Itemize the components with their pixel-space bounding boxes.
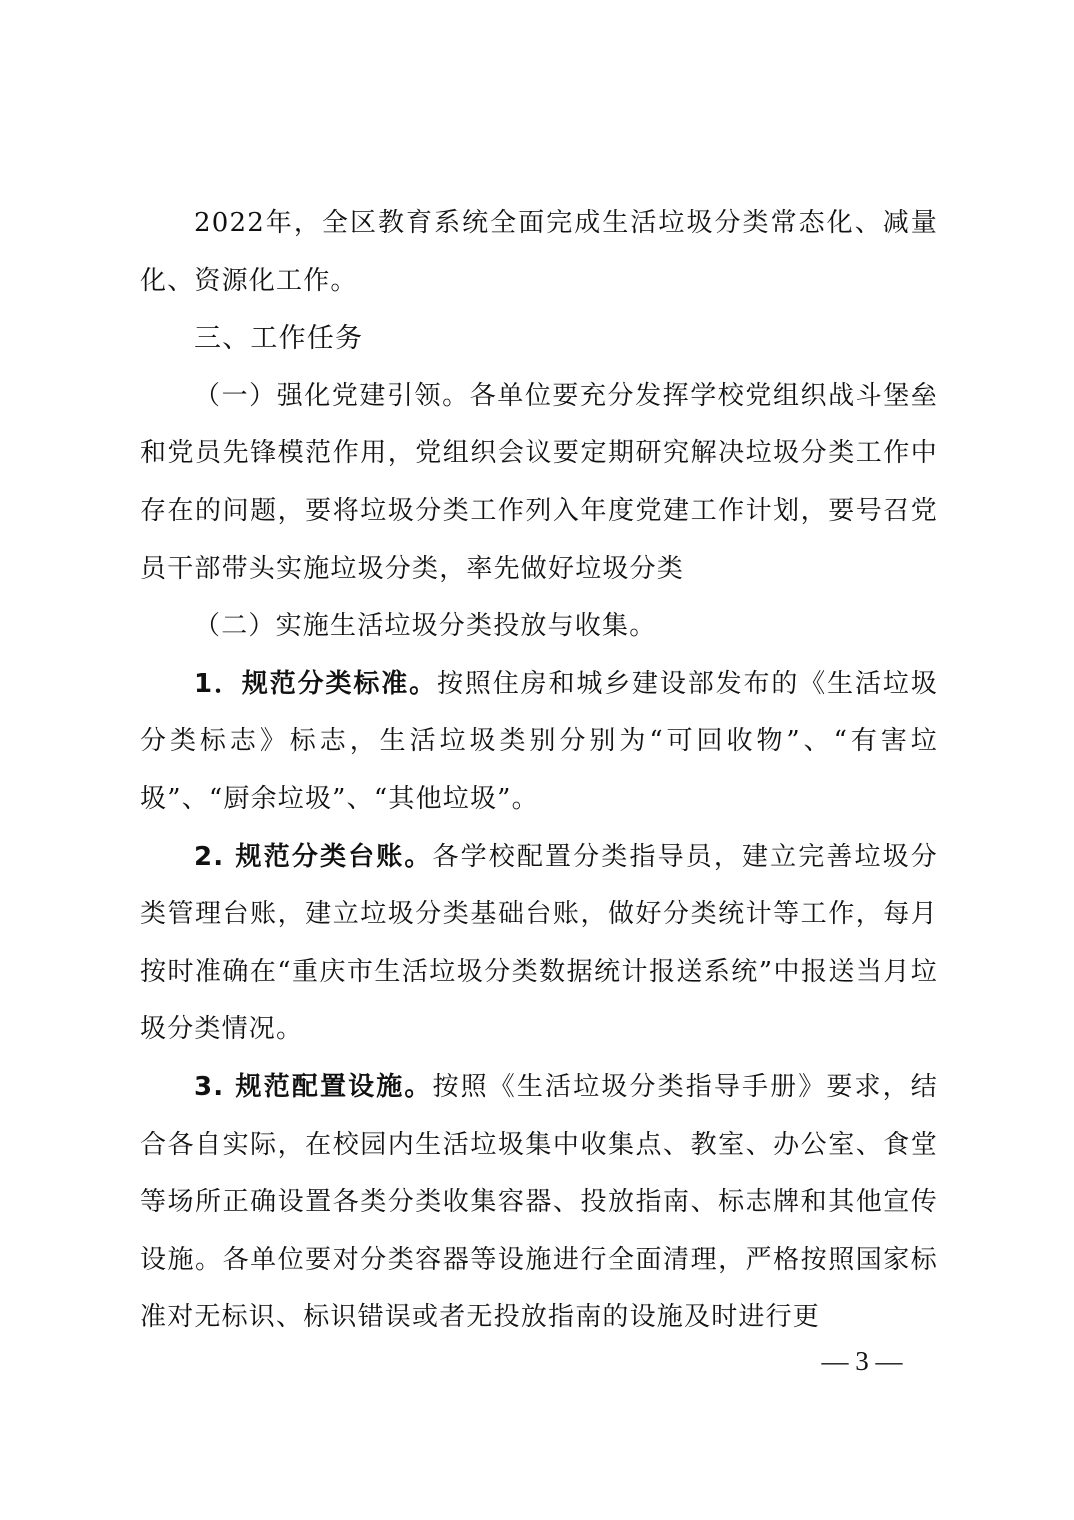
paragraph-sorting-collection: （二）实施生活垃圾分类投放与收集。 bbox=[194, 611, 657, 642]
party-building-body: 各单位要充分发挥学校党组织战斗堡垒和党员先锋模范作用，党组织会议要定期研究解决垃圾分类工作中存在的问题，要将垃圾分类工作列入年度党建工作计划，要号召党员干部带头实施垃圾分类，率先做好垃圾分类 bbox=[140, 380, 938, 584]
paragraph-sorting-ledger bbox=[140, 829, 938, 1059]
section-heading-tasks: 三、工作任务 bbox=[194, 323, 364, 355]
paragraph-facilities bbox=[140, 1059, 938, 1347]
paragraph-party-building bbox=[140, 368, 938, 598]
facilities-lead: 3. 规范配置设施。 bbox=[194, 1071, 433, 1102]
facilities-body: 按照《生活垃圾分类指导手册》要求，结合各自实际，在校园内生活垃圾集中收集点、教室、办公室、食堂等场所正确设置各类分类收集容器、投放指南、标志牌和其他宣传设施。各单位要对分类容器等设施进行全面清理，严格按照国家标准对无标识、标识错误或者无投放指南的设施及时进行更 bbox=[140, 1071, 938, 1333]
sorting-standard-body: 按照住房和城乡建设部发布的《生活垃圾分类标志》标志，生活垃圾类别分别为“可回收物”、“有害垃圾”、“厨余垃圾”、“其他垃圾”。 bbox=[140, 668, 938, 814]
sorting-ledger-body: 各学校配置分类指导员，建立完善垃圾分类管理台账，建立垃圾分类基础台账，做好分类统计等工作，每月按时准确在“重庆市生活垃圾分类数据统计报送系统”中报送当月垃圾分类情况。 bbox=[140, 841, 938, 1045]
party-building-lead: （一）强化党建引领。 bbox=[194, 380, 470, 411]
paragraph-sorting-standard bbox=[140, 656, 938, 829]
paragraph-goal-2022: 2022年，全区教育系统全面完成生活垃圾分类常态化、减量化、资源化工作。 bbox=[140, 208, 938, 296]
document-body bbox=[140, 195, 938, 1347]
page-number: — 3 — bbox=[821, 1346, 903, 1376]
sorting-standard-lead: 1．规范分类标准。 bbox=[194, 668, 437, 699]
sorting-ledger-lead: 2. 规范分类台账。 bbox=[194, 841, 433, 872]
